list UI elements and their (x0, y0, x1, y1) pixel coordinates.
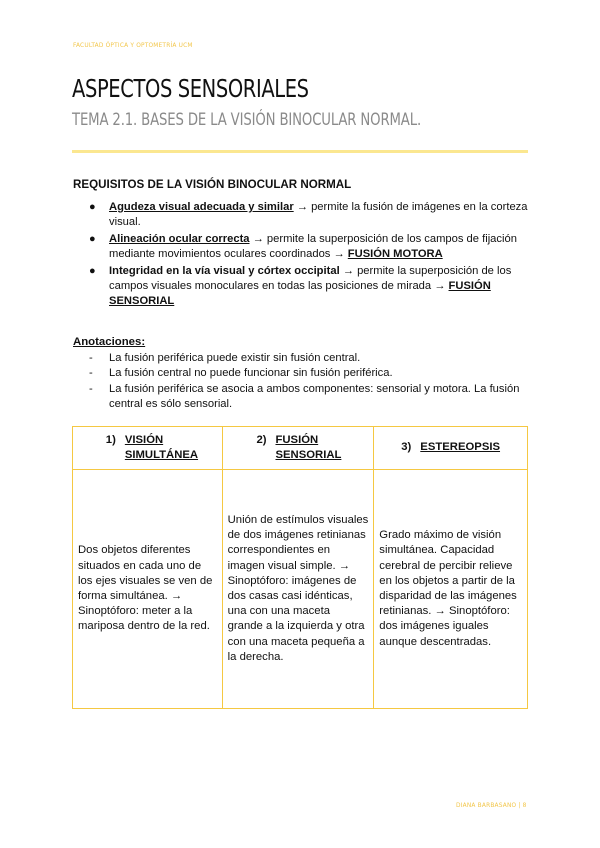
table-header-cell (374, 427, 528, 470)
table-cell (73, 470, 223, 709)
notes-heading: Anotaciones: (73, 336, 146, 348)
requirement-text: → permite la fusión de imágenes en la corteza visual. (109, 201, 528, 229)
column-number: 2) (256, 433, 267, 446)
table-header-cell (222, 427, 374, 470)
cell-text: Dos objetos diferentes situados en cada uno de los ejes visuales se ven de forma simultánea. → Sinoptóforo: meter a la mariposa dentro de la red. (78, 544, 213, 633)
list-item (89, 382, 529, 413)
dash-marker: - (89, 382, 93, 395)
note-text: La fusión periférica puede existir sin fusión central. (109, 352, 361, 364)
column-label: FUSIÓN SENSORIAL (275, 433, 342, 461)
note-text: La fusión central no puede funcionar sin fusión periférica. (109, 367, 393, 380)
requirement-text: → permite la superposición de los campos visuales monoculares en todas las posiciones de mirada → (109, 264, 512, 293)
page-subtitle: TEMA 2.1. BASES DE LA VISIÓN BINOCULAR NORMAL. (72, 110, 422, 130)
requirement-result: FUSIÓN MOTORA (347, 248, 443, 261)
bullet-icon: ● (89, 201, 96, 213)
notes-list (89, 351, 529, 413)
dash-marker: - (89, 352, 93, 364)
bullet-icon: ● (89, 264, 96, 277)
column-label: ESTEREOPSIS (420, 441, 501, 454)
requirement-result: FUSIÓN SENSORIAL (109, 280, 491, 308)
requirements-heading: REQUISITOS DE LA VISIÓN BINOCULAR NORMAL (73, 178, 352, 191)
list-item (89, 366, 529, 381)
column-label: VISIÓN SIMULTÁNEA (124, 433, 199, 461)
column-number: 3) (401, 441, 412, 454)
requirement-term: Integridad en la vía visual y córtex occipital (109, 264, 340, 277)
list-item (89, 200, 529, 231)
author-page-footer: DIANA BARBASANO | 8 (456, 801, 527, 809)
table-cell (374, 470, 528, 709)
title-divider (72, 150, 528, 153)
table-header-cell (73, 427, 223, 470)
list-item (89, 264, 529, 310)
requirement-term: Agudeza visual adecuada y similar (109, 201, 294, 213)
requirements-list (89, 200, 529, 311)
requirement-term: Alineación ocular correcta (109, 232, 250, 245)
cell-text: Grado máximo de visión simultánea. Capacidad cerebral de percibir relieve en los objetos a partir de la disparidad de las imágenes retinianas. → Sinoptóforo: dos imágenes iguales aunque descentradas. (379, 529, 517, 648)
list-item (89, 232, 529, 263)
comparison-table (72, 426, 528, 709)
dash-marker: - (89, 367, 93, 380)
column-number: 1) (105, 433, 116, 446)
page-title: ASPECTOS SENSORIALES (72, 74, 309, 103)
table-header-row (73, 427, 528, 470)
faculty-header: FACULTAD ÓPTICA Y OPTOMETRÍA UCM (73, 41, 193, 49)
requirement-text: → permite la superposición de los campos de fijación mediante movimientos oculares coordinados → (109, 232, 517, 261)
note-text: La fusión periférica se asocia a ambos componentes: sensorial y motora. La fusión central es sólo sensorial. (109, 382, 520, 411)
list-item (89, 351, 529, 366)
cell-text: Unión de estímulos visuales de dos imágenes retinianas correspondientes en imagen visual simple. → Sinoptóforo: imágenes de dos casas casi idénticas, una con una maceta grande a la izquierda y otra con una maceta pequeña a la derecha. (227, 513, 369, 663)
table-row (73, 470, 528, 709)
table-cell (222, 470, 374, 709)
bullet-icon: ● (89, 232, 96, 245)
